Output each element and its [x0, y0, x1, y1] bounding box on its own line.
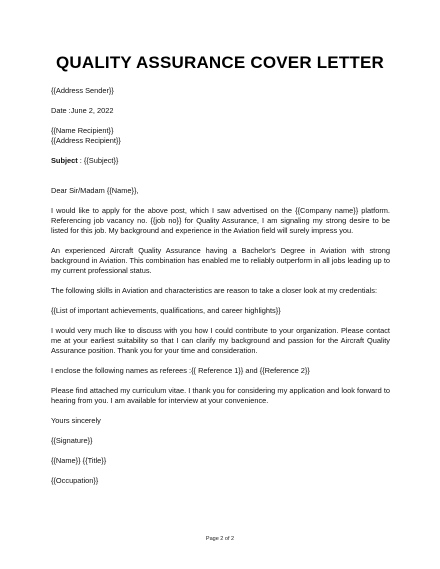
greeting: Dear Sir/Madam {{Name}}, [51, 186, 139, 195]
letter-body [51, 86, 390, 486]
letter-date: Date :June 2, 2022 [51, 106, 114, 115]
address-sender: {{Address Sender}} [51, 86, 114, 95]
subject-line [51, 156, 390, 166]
document-title: QUALITY ASSURANCE COVER LETTER [55, 53, 385, 72]
paragraph-contact: I would very much like to discuss with you how I could contribute to your organization. Please contact me at your earliest suitability so that I can clarify my background and passion for the Aircraft Quality Assurance position. Thank you for your time and consideration. [51, 326, 390, 355]
paragraph-skills: The following skills in Aviation and characteristics are reason to take a closer look at my credentials: [51, 286, 378, 295]
page-number: Page 2 of 2 [205, 536, 235, 542]
paragraph-achievements: {{List of important achievements, qualifications, and career highlights}} [51, 306, 281, 315]
subject-label: Subject [51, 156, 78, 165]
paragraph-references: I enclose the following names as referees :{{ Reference 1}} and {{Reference 2}} [51, 366, 310, 375]
signature: {{Signature}} [51, 436, 93, 445]
paragraph-experience: An experienced Aircraft Quality Assurance having a Bachelor's Degree in Aviation with strong background in Aviation. This combination has enabled me to reliably outperform in all jobs leading up to my current professional status. [51, 246, 390, 275]
paragraph-intro: I would like to apply for the above post, which I saw advertised on the {{Company name}} platform. Referencing job vacancy no. {{job no}} for Quality Assurance, I am signaling my strong desire to be listed for this job. My background and experience in the Aviation field will surely impress you. [51, 206, 390, 235]
name-title: {{Name}} {{Title}} [51, 456, 107, 465]
paragraph-cv: Please find attached my curriculum vitae. I thank you for considering my application and look forward to hearing from you. I am available for interview at your convenience. [51, 386, 390, 405]
occupation: {{Occupation}} [51, 476, 99, 485]
subject-value: : {{Subject}} [77, 156, 119, 165]
closing: Yours sincerely [51, 416, 101, 425]
address-recipient: {{Address Recipient}} [51, 136, 121, 145]
name-recipient: {{Name Recipient}} [51, 126, 114, 135]
